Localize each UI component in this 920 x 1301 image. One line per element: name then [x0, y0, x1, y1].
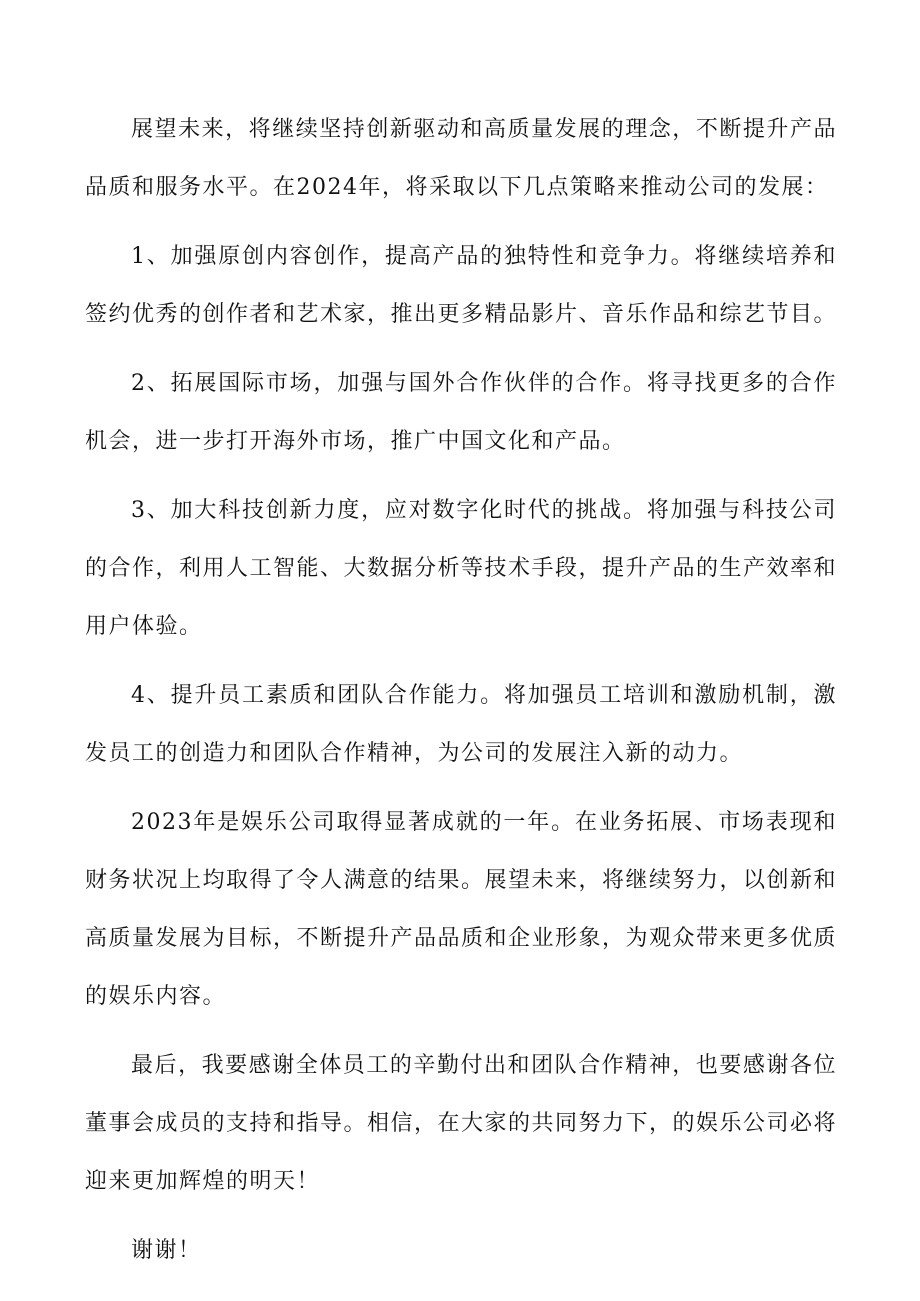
paragraph-strategy-4: 4、提升员工素质和团队合作能力。将加强员工培训和激励机制，激发员工的创造力和团队合作精神，为公司的发展注入新的动力。	[85, 683, 837, 766]
paragraph-strategy-1: 1、加强原创内容创作，提高产品的独特性和竞争力。将继续培养和签约优秀的创作者和艺术家，推出更多精品影片、音乐作品和综艺节目。	[85, 244, 838, 327]
document-body	[85, 101, 837, 1291]
paragraph-thanks: 最后，我要感谢全体员工的辛勤付出和团队合作精神，也要感谢各位董事会成员的支持和指导。相信，在大家的共同努力下，的娱乐公司必将迎来更加辉煌的明天！	[85, 1053, 838, 1194]
paragraph-strategy-2: 2、拓展国际市场，加强与国外合作伙伴的合作。将寻找更多的合作机会，进一步打开海外市场，推广中国文化和产品。	[85, 371, 837, 454]
paragraph-outlook: 展望未来，将继续坚持创新驱动和高质量发展的理念，不断提升产品品质和服务水平。在2024年，将采取以下几点策略来推动公司的发展：	[85, 117, 837, 200]
paragraph-summary: 2023年是娱乐公司取得显著成就的一年。在业务拓展、市场表现和财务状况上均取得了令人满意的结果。展望未来，将继续努力，以创新和高质量发展为目标，不断提升产品品质和企业形象，为观众带来更多优质的娱乐内容。	[85, 810, 838, 1009]
paragraph-closing: 谢谢！	[131, 1238, 202, 1263]
paragraph-strategy-3: 3、加大科技创新力度，应对数字化时代的挑战。将加强与科技公司的合作，利用人工智能、大数据分析等技术手段，提升产品的生产效率和用户体验。	[85, 498, 838, 639]
